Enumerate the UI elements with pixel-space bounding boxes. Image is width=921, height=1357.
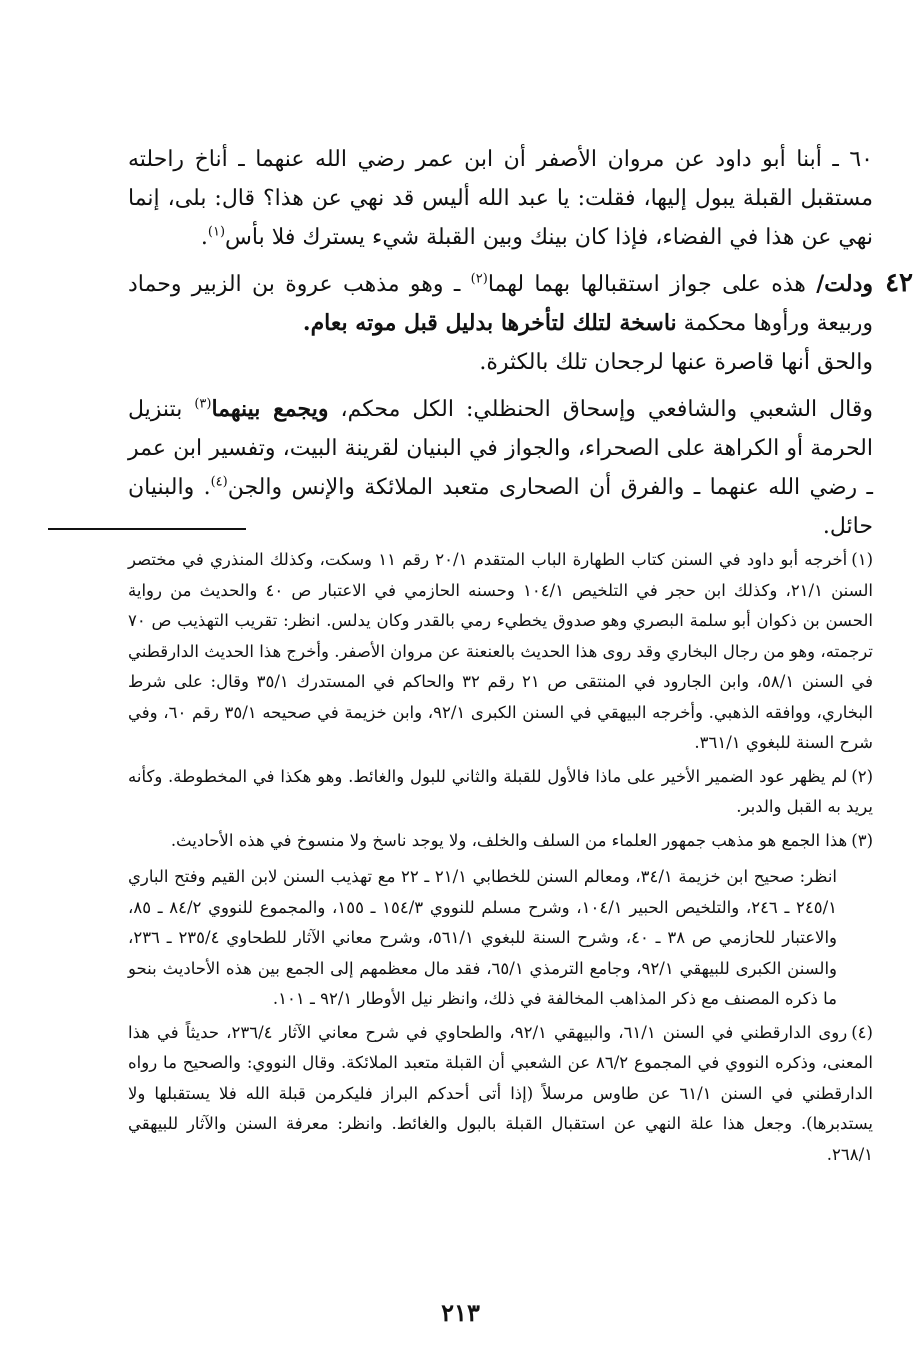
- footnote-separator: [48, 528, 246, 530]
- footnote-1-number: (١): [851, 550, 873, 569]
- footnote-4-number: (٤): [851, 1022, 873, 1042]
- page-number: ٢١٣: [441, 1298, 480, 1327]
- paragraph-evidence: [128, 265, 873, 343]
- footnote-2-text: لم يظهر عود الضمير الأخير على ماذا فالأول للقبلة والثاني للبول والغائط. وهو هكذا في المخطوطة. وكأنه يريد به القبل والدبر.: [128, 766, 873, 816]
- footnote-2: [128, 762, 873, 823]
- evidence-bold-end: ناسخة لتلك لتأخرها بدليل قبل موته بعام.: [302, 310, 677, 336]
- footnote-3-references: انظر: صحيح ابن خزيمة ٣٤/١، ومعالم السنن للخطابي ٢١/١ ـ ٢٢ مع تهذيب السنن لابن القيم وفتح الباري ٢٤٥/١ ـ ٢٤٦، والتلخيص الحبير ١٠٤/١، وشرح مسلم للنووي ١٥٤/٣ ـ ١٥٥، والمجموع للنووي ٨٤/٢ ـ ٨٥، والاعتبار للحازمي ص ٣٨ ـ ٤٠، وشرح السنة للبغوي ٥٦١/١، وشرح معاني الآثار للطحاوي ٢٣٥/٤ ـ ٢٣٦، والسنن الكبرى للبيهقي ٩٢/١، وجامع الترمذي ٦٥/١، فقد مال معظمهم إلى الجمع بين هذه الأحاديث بنحو ما ذكره المصنف مع ذكر المذاهب المخالفة في ذلك، وانظر نيل الأوطار ٩٢/١ ـ ١٠١.: [128, 867, 838, 1008]
- evidence-text-a: هذه على جواز استقبالها بهما لهما: [487, 272, 817, 297]
- footnote-3-number: (٣): [851, 830, 873, 850]
- main-text-body: [128, 140, 873, 546]
- footnote-1: [128, 545, 873, 759]
- footnotes-section: [128, 545, 873, 1173]
- paragraph-hadith-60: [128, 140, 873, 257]
- evidence-lead: ودلت/: [816, 271, 873, 297]
- paragraph-scholars: [128, 390, 873, 546]
- scholars-text-a: وقال الشعبي والشافعي وإسحاق الحنظلي: الكل محكم،: [328, 397, 873, 422]
- hadith-line-1: ٦٠ ـ أبنا أبو داود عن مروان الأصفر أن ابن عمر رضي الله عنهما ـ أناخ راحلته: [128, 147, 873, 172]
- footnote-3: [128, 826, 873, 1015]
- footnote-4: [128, 1018, 873, 1171]
- footnote-ref-4[interactable]: (٤): [210, 474, 228, 490]
- footnote-1-text: أخرجه أبو داود في السنن كتاب الطهارة الباب المتقدم ٢٠/١ رقم ١١ وسكت، وكذلك المنذري في مختصر السنن ٢١/١، وكذلك ابن حجر في التلخيص ١٠٤/١ وحسنه الحازمي في الاعتبار ص ٤٠ والحديث من رواية الحسن بن ذكوان أبو سلمة البصري وهو صدوق يخطيء رمي بالقدر وكان يدلس. انظر: تقريب التهذيب ص ٧٠ ترجمته، وهو من رجال البخاري وقد روى هذا الحديث بالعنعنة عن مروان الأصفر. وأخرج هذا الحديث الدارقطني في السنن ٥٨/١، وابن الجارود في المنتقى ص ٢١ رقم ٣٢ والحاكم في المستدرك ٣٥/١ وقال: على شرط البخاري، ووافقه الذهبي. وأخرجه البيهقي في السنن الكبرى ٩٢/١، وابن خزيمة في صحيحه ٣٥/١ رقم ٦٠، وفي شرح السنة للبغوي ٣٦١/١.: [128, 550, 873, 752]
- footnote-ref-3[interactable]: (٣): [194, 396, 212, 412]
- scholars-text-b: بتنزيل الحرمة أو الكراهة على الصحراء، والجواز في البنيان لقرينة البيت، وتفسير ابن عمر ـ رضي الله عنهما ـ والفرق أن الصحارى متعبد الملائكة والإنس والجن: [128, 397, 873, 500]
- scholars-end: . والبنيان حائل.: [128, 475, 873, 539]
- footnote-ref-1[interactable]: (١): [207, 224, 226, 240]
- hadith-line-3: عن هذا في الفضاء، فإذا كان بينك وبين القبلة شيء يسترك فلا بأس: [225, 225, 832, 250]
- footnote-4-text: روى الدارقطني في السنن ٦١/١، والبيهقي ٩٢/١، والطحاوي في شرح معاني الآثار ٢٣٦/٤، حديثاً في هذا المعنى، وذكره النووي في المجموع ٨٦/٢ عن الشعبي أن القبلة متعبد الملائكة. وقال النووي: والصحيح ما رواه الدارقطني في السنن ٦١/١ عن طاوس مرسلاً (إذا أتى أحدكم البراز فليكرمن قبلة الله فلا يستقبلها ولا يستدبرها). وجعل هذا علة النهي عن استقبال القبلة بالبول والغائط. وانظر: معرفة السنن والآثار للبيهقي ٢٦٨/١.: [128, 1022, 873, 1164]
- hadith-end: .: [200, 225, 208, 250]
- paragraph-truth: والحق أنها قاصرة عنها لرجحان تلك بالكثرة.: [479, 350, 873, 375]
- scholars-bold: ويجمع بينهما: [211, 396, 329, 422]
- hadith-line-2: مستقبل القبلة يبول إليها، فقلت: يا عبد الله أليس قد نهي عن هذا؟ قال: بلى، إنما نهي: [128, 186, 873, 250]
- footnote-2-number: (٢): [851, 766, 873, 786]
- footnote-3-text: هذا الجمع هو مذهب جمهور العلماء من السلف والخلف، ولا يوجد ناسخ ولا منسوخ في هذه الأحاديث.: [170, 830, 848, 850]
- footnote-ref-2[interactable]: (٢): [470, 271, 488, 287]
- evidence-text-b: ـ وهو مذهب عروة بن الزبير وحماد وربيعة ورأوها محكمة: [128, 272, 873, 336]
- margin-folio-number: ٤٢: [885, 268, 913, 298]
